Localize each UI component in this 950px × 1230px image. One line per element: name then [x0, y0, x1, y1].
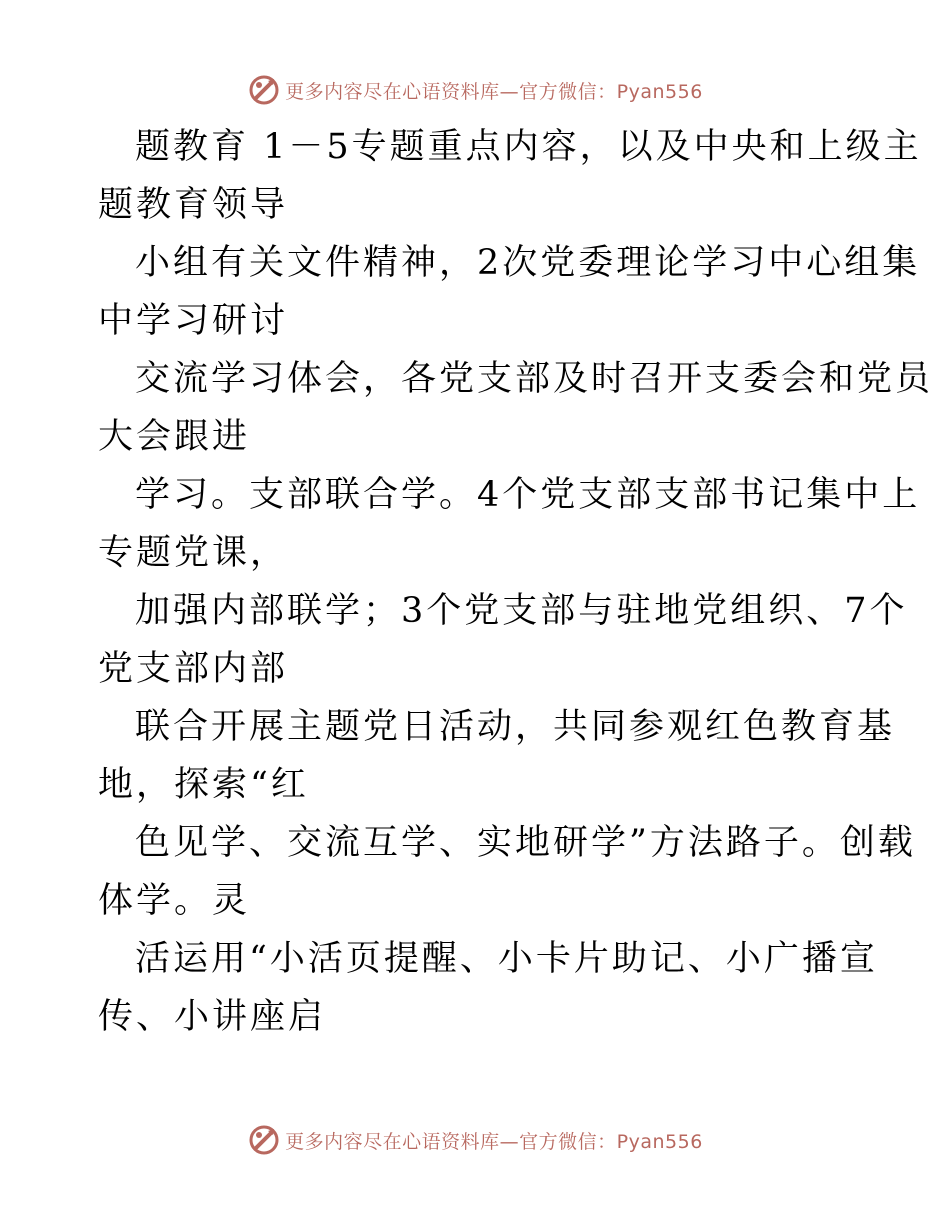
text-line: 专题党课， [98, 533, 289, 573]
text-line: 联合开展主题党日活动，共同参观红色教育基 [135, 707, 896, 747]
text-line: 小组有关文件精神，2次党委理论学习中心组集 [135, 243, 921, 283]
text-line: 体学。灵 [98, 881, 251, 921]
text-line: 党支部内部 [98, 649, 289, 689]
text-line: 加强内部联学；3个党支部与驻地党组织、7个 [135, 591, 908, 631]
watermark-text: 更多内容尽在心语资料库—官方微信：Pyan556 [285, 80, 703, 103]
text-line: 学习。支部联合学。4个党支部支部书记集中上 [135, 475, 921, 515]
text-line: 活运用“小活页提醒、小卡片助记、小广播宣 [135, 939, 878, 979]
text-line: 大会跟进 [98, 417, 251, 457]
text-line: 地，探索“红 [98, 765, 309, 805]
watermark-text: 更多内容尽在心语资料库—官方微信：Pyan556 [285, 1130, 703, 1153]
text-line: 传、小讲座启 [98, 997, 327, 1037]
pen-logo-icon [247, 1123, 281, 1157]
text-line: 题教育领导 [98, 185, 289, 225]
footer-watermark [0, 1120, 950, 1160]
text-line: 交流学习体会，各党支部及时召开支委会和党员 [135, 359, 934, 399]
text-line: 中学习研讨 [98, 301, 289, 341]
document-body [98, 118, 934, 1046]
text-line: 色见学、交流互学、实地研学”方法路子。创载 [135, 823, 916, 863]
text-line: 题教育 1－5专题重点内容，以及中央和上级主 [135, 127, 922, 167]
pen-logo-icon [247, 73, 281, 107]
header-watermark [0, 70, 950, 110]
